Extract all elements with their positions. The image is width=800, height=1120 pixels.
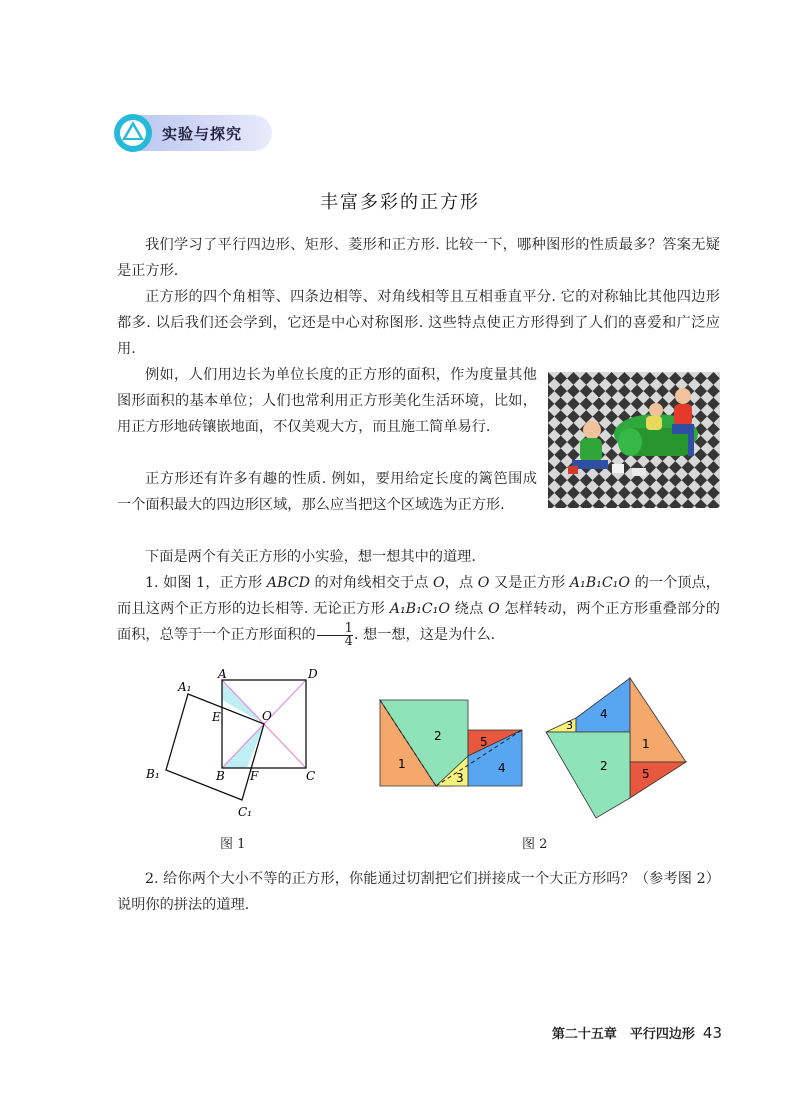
label-f: F: [250, 769, 259, 783]
piece-2-label-right: 2: [600, 759, 608, 773]
label-c: C: [306, 769, 316, 783]
checkered-floor-photo: [548, 372, 720, 508]
paragraph-1: 我们学习了平行四边形、矩形、菱形和正方形. 比较一下，哪种图形的性质最多？答案无疑是正方形.: [117, 237, 720, 279]
figure-2-caption: 图 2: [522, 837, 548, 852]
label-o: O: [262, 709, 272, 723]
figure-1-diagram: [130, 666, 350, 846]
piece-5-label-right: 5: [642, 767, 650, 781]
fraction-one-quarter: $\frac{1}{4}$: [317, 623, 353, 648]
label-b: B: [216, 769, 225, 783]
experiment-1: 1. 如图 1，正方形 ABCD 的对角线相交于点 O，点 O 又是正方形 A₁B₁C₁O 的一个顶点，而且这两个正方形的边长相等. 无论正方形 A₁B₁C₁O 绕点 O 怎样转动，两个正方形重叠部分的面积，总等于一个正方形面积的 $\frac{1}{4}$ . 想一想，这是为什么.: [117, 575, 720, 649]
paragraph-5: 下面是两个有关正方形的小实验，想一想其中的道理.: [145, 549, 476, 565]
label-d: D: [308, 667, 318, 681]
label-e: E: [212, 710, 221, 724]
figure-2-diagram: [370, 666, 700, 846]
label-a1: A₁: [178, 680, 192, 694]
piece-2-label-left: 2: [434, 729, 442, 743]
paragraph-3: 例如，人们用边长为单位长度的正方形的面积，作为度量其他图形面积的基本单位；人们也常利用正方形美化生活环境，比如，用正方形地砖镶嵌地面，不仅美观大方，而且施工简单易行.: [117, 367, 537, 435]
section-banner: [112, 112, 272, 154]
piece-1-label-left: 1: [398, 757, 406, 771]
page-number: 43: [702, 1024, 722, 1042]
page-footer: [470, 1023, 722, 1042]
piece-4-label-left: 4: [498, 761, 506, 775]
piece-4-label-right: 4: [600, 707, 608, 721]
page-title: 丰富多彩的正方形: [320, 192, 480, 213]
piece-1-label-right: 1: [642, 737, 650, 751]
paragraph-4: 正方形还有许多有趣的性质. 例如，要用给定长度的篱笆围成一个面积最大的四边形区域，那么应当把这个区域选为正方形.: [117, 471, 537, 513]
piece-3-label-left: 3: [456, 771, 464, 785]
label-c1: C₁: [238, 805, 252, 819]
chapter-title: 第二十五章 平行四边形: [551, 1027, 695, 1042]
label-b1: B₁: [146, 767, 160, 781]
paragraph-2: 正方形的四个角相等、四条边相等、对角线相等且互相垂直平分. 它的对称轴比其他四边形都多. 以后我们还会学到，它还是中心对称图形. 这些特点使正方形得到了人们的喜爱和广泛应用.: [117, 289, 720, 357]
figure-1-caption: 图 1: [220, 837, 246, 852]
square-abcd-label: ABCD: [266, 575, 310, 591]
experiment-2: 2. 给你两个大小不等的正方形，你能通过切割把它们拼接成一个大正方形吗？（参考图 2）说明你的拼法的道理.: [117, 871, 720, 913]
piece-3-label-right: 3: [566, 719, 573, 732]
piece-5-label-left: 5: [480, 735, 488, 749]
section-label: 实验与探究: [162, 125, 243, 143]
section-logo-icon: [112, 112, 154, 154]
label-a: A: [218, 667, 227, 681]
